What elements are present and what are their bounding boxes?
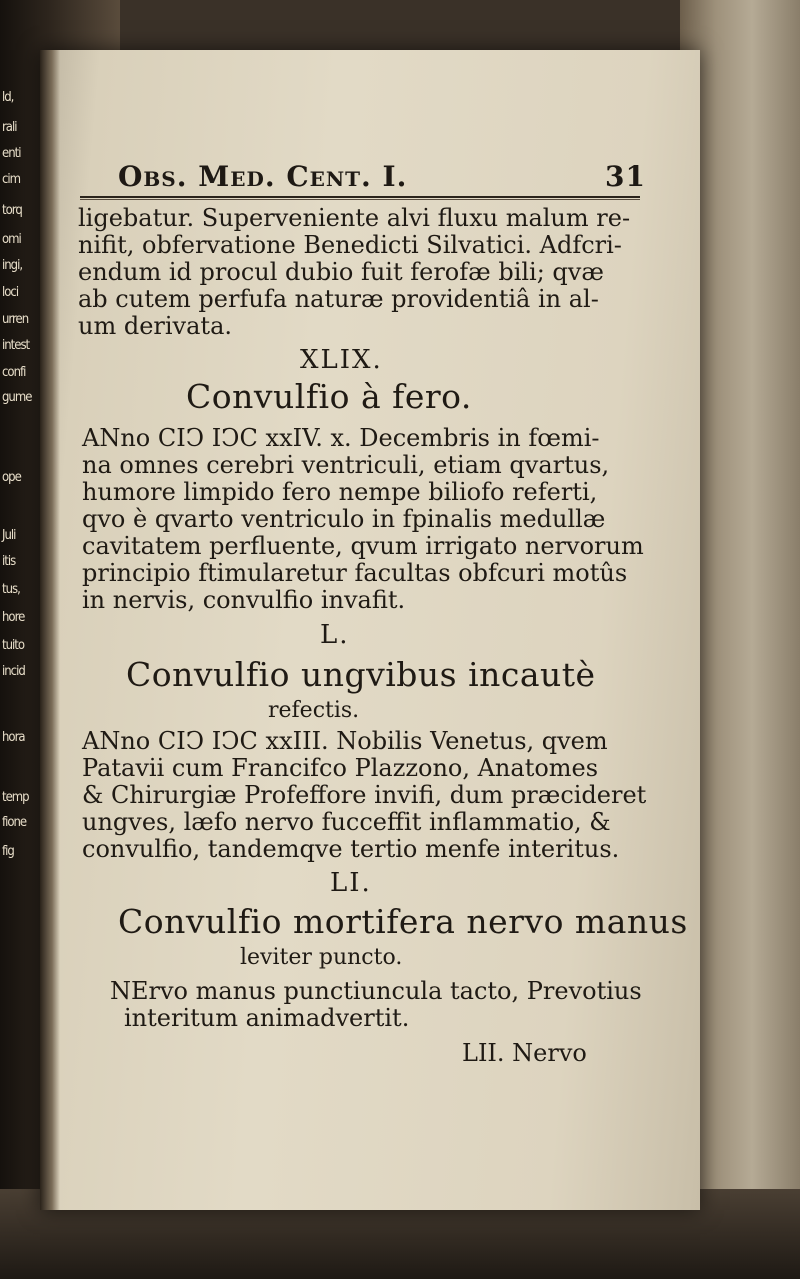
catchword: LII. Nervo [462,1039,587,1067]
text-line: ab cutem perfufa naturæ providentiâ in al- [78,285,599,313]
text-line: ANno CIↃ IↃC xxIV. x. Decembris in fœmi- [82,424,600,452]
text-line: principio ftimularetur facultas obfcuri motûs [82,559,628,587]
text-line: ligebatur. Superveniente alvi fluxu malum re- [78,204,631,232]
fragment: enti [2,146,21,161]
header-rule [80,196,640,198]
fragment: omi [2,232,21,247]
fragment: temp [2,790,29,805]
fragment: ingi, [2,258,23,273]
fragment: Juli [2,528,16,543]
fragment: incid [2,664,25,679]
text-line: NErvo manus punctiuncula tacto, Prevotius [110,977,642,1005]
fragment: fione [2,815,27,830]
text-line: interitum animadvertit. [124,1004,410,1032]
section-number: XLIX. [300,345,383,375]
text-line: humore limpido fero nempe biliofo referti, [82,478,598,506]
section-title: Convulfio à fero. [186,377,472,416]
fragment: rali [2,120,17,135]
fragment: fig [2,844,14,859]
fragment: ld, [2,90,14,105]
running-header [118,160,658,196]
fragment: ope [2,470,21,485]
text-line: nifit, obfervatione Benedicti Silvatici. Adfcri- [78,231,622,259]
text-line: na omnes cerebri ventriculi, etiam qvartus, [82,451,610,479]
left-margin-fragments [0,80,60,859]
fragment: hora [2,730,25,745]
section-subtitle: leviter puncto. [240,945,403,970]
text-line: convulfio, tandemqve tertio menfe interitus. [82,835,620,863]
fragment: itis [2,554,16,569]
text-line: cavitatem perfluente, qvum irrigato nervorum [82,532,644,560]
section-title: Convulfio mortifera nervo manus [118,902,688,941]
text-line: ANno CIↃ IↃC xxIII. Nobilis Venetus, qvem [82,727,608,755]
page-number: 31 [605,160,646,193]
fragment: hore [2,610,25,625]
fragment: tus, [2,582,20,597]
fragment: intest [2,338,30,353]
text-line: Patavii cum Francifco Plazzono, Anatomes [82,754,599,782]
running-title: Obs. Med. Cent. I. [118,160,408,193]
fragment: loci [2,285,19,300]
header-rule-thin [80,199,640,200]
text-line: um derivata. [78,312,233,340]
section-number: LI. [330,868,372,898]
text-line: & Chirurgiæ Profeffore invifi, dum præcideret [82,781,647,809]
fragment: tuito [2,638,24,653]
fragment: cim [2,172,21,187]
section-title: Convulfio ungvibus incautè [126,655,596,694]
section-subtitle: refectis. [268,698,360,723]
fragment: gume [2,390,32,405]
text-line: in nervis, convulfio invafit. [82,586,406,614]
fragment: confi [2,365,26,380]
section-number: L. [320,620,350,650]
text-line: endum id procul dubio fuit ferofæ bili; qvæ [78,258,604,286]
fragment: torq [2,203,22,218]
text-line: ungves, læfo nervo fucceffit inflammatio, & [82,808,611,836]
fragment: urren [2,312,29,327]
text-line: qvo è qvarto ventriculo in fpinalis medullæ [82,505,606,533]
